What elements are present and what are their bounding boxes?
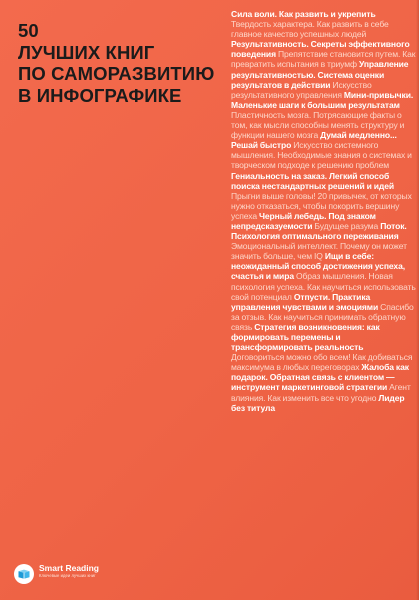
- book-title: Результативность. Секреты эффективного поведения: [231, 39, 410, 60]
- book-title: Черный лебедь. Под знаком непредсказуемости: [231, 210, 376, 231]
- book-description: Твердость характера. Как развить в себе главное качество успешных людей: [231, 19, 389, 40]
- cover-title-line: ПО САМОРАЗВИТИЮ: [18, 63, 215, 84]
- book-title: Гениальность на заказ. Легкий способ поиска нестандартных решений и идей: [231, 170, 395, 191]
- book-title: Мини-привычки. Маленькие шаги к большим результатам: [231, 89, 414, 110]
- book-title: Управление результативностью. Система оценки результатов в действии: [231, 59, 409, 90]
- brand-tagline: Ключевые идеи лучших книг: [39, 573, 96, 578]
- book-logo-icon: [14, 564, 34, 584]
- book-description: Будущее разума: [314, 220, 379, 231]
- book-title: Ищи в себе: неожиданный способ достижения успеха, счастья и мира: [231, 251, 406, 282]
- cover-title: [18, 20, 248, 106]
- book-description: Агент влияния. Как изменить все что угодно: [231, 382, 411, 403]
- book-title: Стратегия возникновения: как формировать перемены и трансформировать реальность: [231, 321, 380, 353]
- book-description: Искусство системного мышления. Необходимые знания о системах и творческом подходе к решению проблем: [231, 140, 412, 171]
- book-list: [231, 9, 417, 595]
- book-description: Спасибо за отзыв. Как научиться принимать обратную связь: [231, 301, 414, 332]
- book-description: Эмоциональный интеллект. Почему он может значить больше, чем IQ: [231, 241, 407, 262]
- book-description: Образ мышления. Новая психология успеха. Как научиться использовать свой потенциал: [231, 271, 416, 302]
- book-description: Искусство результативного управления: [231, 79, 372, 100]
- cover-title-line: 50: [18, 20, 39, 41]
- book-description: Препятствие становится путем. Как превратить испытания в триумф: [231, 49, 416, 70]
- book-title: Жалоба как подарок. Обратная связь с клиентом — инструмент маркетинговой стратегии: [231, 362, 409, 393]
- book-description: Прыгни выше головы! 20 привычек, от которых нужно отказаться, чтобы покорить вершину успеха: [231, 190, 412, 221]
- cover-title-line: В ИНФОГРАФИКЕ: [18, 84, 182, 106]
- cover-title-line: ЛУЧШИХ КНИГ: [18, 41, 155, 63]
- book-title: Отпусти. Практика управления чувствами и эмоциями: [231, 291, 379, 312]
- brand-name: Smart Reading: [39, 563, 99, 573]
- smart-reading-logo: [14, 563, 99, 585]
- book-description: Договориться можно обо всем! Как добиваться максимума в любых переговорах: [231, 352, 413, 373]
- book-title: Сила воли. Как развить и укрепить: [231, 9, 376, 19]
- book-description: Пластичность мозга. Потрясающие факты о том, как мысли способны менять структуру и функции нашего мозга: [231, 109, 405, 141]
- book-title: Лидер без титула: [231, 392, 405, 413]
- book-title: Поток. Психология оптимального переживания: [231, 220, 407, 242]
- book-title: Думай медленно... Решай быстро: [231, 130, 397, 151]
